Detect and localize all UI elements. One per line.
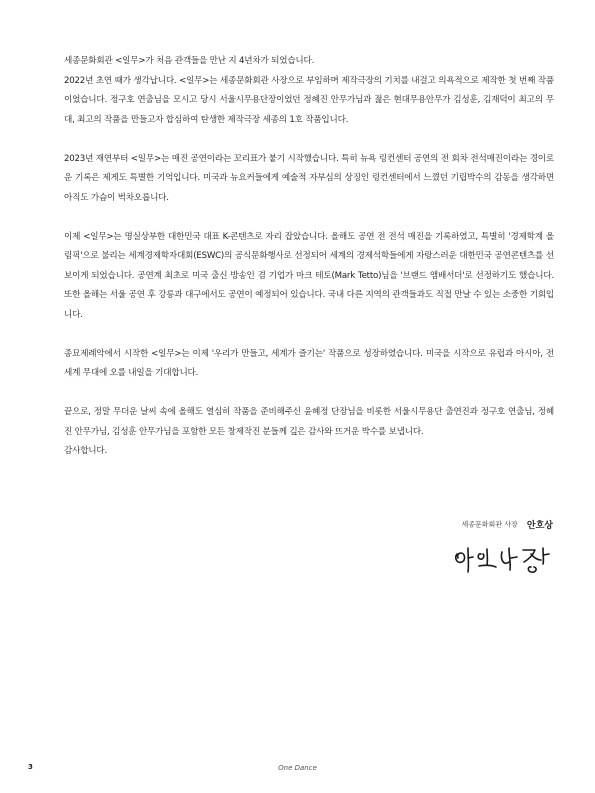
signer-title: 세종문화회관 사장 (461, 520, 518, 529)
paragraph-line: 종묘제례악에서 시작한 <일무>는 이제 '우리가 만들고, 세계가 즐기는' 작품으로 성장하였습니다. 미국을 시작으로 유럽과 아시아, 전 세계 무대에 오를 내일을 기대합니다. (64, 348, 554, 378)
signature-block (461, 514, 553, 533)
paragraph-4 (64, 345, 554, 384)
paragraph-2 (64, 150, 554, 209)
letter-body (64, 52, 554, 481)
paragraph-line: 세종문화회관 <일무>가 처음 관객들을 만난 지 4년차가 되었습니다. (64, 56, 315, 66)
paragraph-line: 이제 <일무>는 명실상부한 대한민국 대표 K-콘텐츠로 자리 잡았습니다. 올해도 공연 전 전석 매진을 기록하였고, 특별히 '경제학계 올림픽'으로 불리는 세계경제학자대회(ESWC)의 공식문화행사로 선정되어 세계의 경제석학들에게 자랑스러운 대한민국 공연콘텐츠를 선보이게 되었습니다. 공연계 최초로 미국 출신 방송인 겸 기업가 마크 테토(Mark Tetto)님을 '브랜드 앰배서더'로 선정하기도 했습니다. 또한 올해는 서울 공연 후 강릉과 대구에서도 공연이 예정되어 있습니다. 국내 다른 지역의 관객들과도 직접 만날 수 있는 소중한 기회입니다. (64, 231, 554, 320)
paragraph-line: 2023년 재연부터 <일무>는 매진 공연이라는 꼬리표가 붙기 시작했습니다. 특히 뉴욕 링컨센터 공연의 전 회차 전석매진이라는 경이로운 기록은 제게도 특별한 기억입니다. 미국과 뉴요커들에게 예술적 자부심의 상징인 링컨센터에서 느꼈던 기립박수의 감동을 생각하면 아직도 가슴이 벅차오릅니다. (64, 153, 554, 203)
paragraph-line: 끝으로, 정말 무더운 날씨 속에 올해도 열심히 작품을 준비해주신 윤혜정 단장님을 비롯한 서울시무용단 출연진과 정구호 연출님, 정혜진 안무가님, 김성훈 안무가님을 포함한 모든 창제작진 분들께 깊은 감사와 뜨거운 박수를 보냅니다. (64, 407, 554, 437)
paragraph-1 (64, 52, 554, 130)
paragraph-line: 2022년 초연 때가 생각납니다. <일무>는 세종문화회관 사장으로 부임하며 제작극장의 기치를 내걸고 의욕적으로 제작한 첫 번째 작품이었습니다. 정구호 연출님을 모시고 당시 서울시무용단장이었던 정혜진 안무가님과 젊은 현대무용안무가 김성훈, 김재덕이 최고의 무대, 최고의 작품을 만들고자 합심하여 탄생한 제작극장 세종의 1호 작품입니다. (64, 75, 554, 125)
handwritten-signature (451, 540, 561, 574)
signer-name: 안호상 (526, 521, 553, 531)
page-number: 3 (28, 763, 33, 771)
paragraph-3 (64, 228, 554, 326)
footer-title: One Dance (278, 764, 317, 772)
paragraph-5 (64, 403, 554, 462)
paragraph-line: 감사합니다. (64, 446, 108, 456)
